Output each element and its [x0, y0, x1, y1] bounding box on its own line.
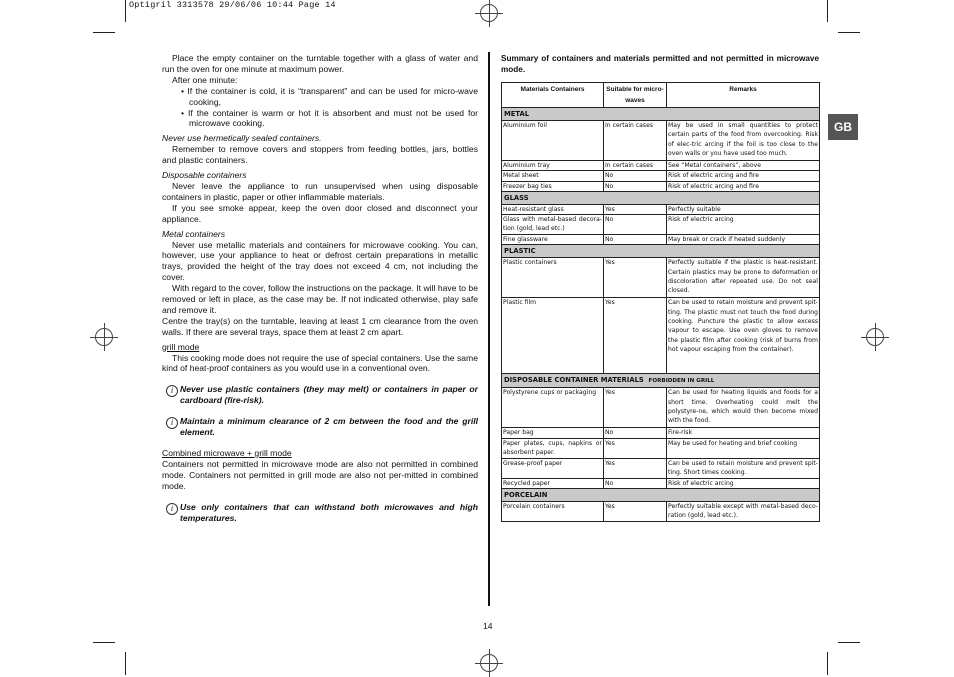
paragraph: This cooking mode does not require the use of special containers. Use the same kind of heat-proof containers as you would use in a conventional oven. — [162, 352, 478, 374]
language-tab: GB — [828, 114, 858, 140]
table-row: Freezer bag ties No Risk of electric arcing and fire — [502, 181, 820, 191]
section-heading: Metal containers — [162, 228, 226, 239]
table-row: Fine glassware No May break or crack if heated suddenly — [502, 235, 820, 245]
section-heading: Disposable containers — [162, 170, 247, 181]
bullet-item: • If the container is warm or hot it is absorbent and must not be used for microwave cooking. — [181, 107, 478, 129]
paragraph: Containers not permitted in microwave mode are also not permitted in combined mode. Containers not permitted in grill mode are also not per-mitted in combined mode. — [162, 458, 478, 491]
section-row: METAL — [502, 108, 820, 121]
table-row: Metal sheet No Risk of electric arcing and fire — [502, 171, 820, 181]
column-header: Materials Containers — [502, 83, 604, 108]
table-row: Heat-resistant glass Yes Perfectly suitable — [502, 204, 820, 214]
right-column — [501, 53, 819, 522]
paragraph: Place the empty container on the turntable together with a glass of water and run the oven for one minute at maximum power. — [162, 53, 478, 74]
crop-mark — [125, 0, 126, 22]
table-row: Aluminium foil In certain cases May be used in small quantities to protect certain parts of the food from overcooking. Risk of elec-tric arcing if the foil is too close to the oven walls or you have used too much. — [502, 121, 820, 161]
paragraph: If you see smoke appear, keep the oven door closed and disconnect your appliance. — [162, 202, 478, 224]
section-row: DISPOSABLE CONTAINER MATERIALS FORBIDDEN IN GRILL — [502, 374, 820, 388]
registration-mark-icon — [480, 4, 498, 22]
crop-mark — [827, 0, 828, 22]
column-header: Remarks — [667, 83, 820, 108]
registration-mark-icon — [866, 328, 884, 346]
crop-mark — [827, 652, 828, 675]
crop-mark — [838, 642, 860, 643]
paragraph: After one minute: — [172, 74, 238, 85]
info-icon: i — [166, 417, 178, 429]
section-heading: grill mode — [162, 341, 200, 352]
paragraph: Never leave the appliance to run unsupervised when using disposable containers in plastic, paper or other inflammable materials. — [162, 180, 478, 202]
left-column — [162, 53, 478, 523]
column-header: Suitable for micro-waves — [604, 83, 667, 108]
info-note — [162, 416, 478, 438]
containers-table — [501, 82, 820, 522]
page-number: 14 — [483, 621, 493, 631]
info-note — [162, 502, 478, 524]
table-row: Aluminium tray In certain cases See “Metal containers”, above — [502, 161, 820, 171]
registration-mark-icon — [95, 328, 113, 346]
info-note — [162, 384, 478, 406]
table-row: Grease-proof paper Yes Can be used to retain moisture and prevent spit-ting. Short times cooking. — [502, 458, 820, 478]
crop-mark — [93, 32, 115, 33]
table-row: Porcelain containers Yes Perfectly suitable except with metal-based deco-ration (gold, lead etc.). — [502, 502, 820, 522]
table-row: Recycled paper No Risk of electric arcing — [502, 478, 820, 488]
table-row: Paper bag No Fire-risk — [502, 428, 820, 438]
section-heading: Combined microwave + grill mode — [162, 448, 292, 458]
column-divider — [488, 52, 490, 606]
info-icon: i — [166, 503, 178, 515]
paragraph: Never use metallic materials and containers for microwave cooking. You can, however, use your appliance to heat or defrost certain preparations in metallic trays, provided the height of the tray does not exceed 4 cm, not including the cover. — [162, 239, 478, 283]
section-row: PORCELAIN — [502, 489, 820, 502]
paragraph: Remember to remove covers and stoppers from feeding bottles, jars, bottles and plastic containers. — [162, 144, 478, 166]
note-text: Maintain a minimum clearance of 2 cm between the food and the grill element. — [180, 416, 478, 438]
paragraph: Centre the tray(s) on the turntable, leaving at least 1 cm clearance from the oven walls. If there are several trays, space them at least 2 cm apart. — [162, 315, 478, 337]
section-row: PLASTIC — [502, 245, 820, 258]
table-header-row — [502, 83, 820, 108]
table-title: Summary of containers and materials permitted and not permitted in microwave mode. — [501, 54, 819, 74]
table-row: Polystyrene cups or packaging Yes Can be used for heating liquids and foods for a short time. Overheating could melt the polystyre-ne, which would then become mixed with the food. — [502, 388, 820, 428]
registration-mark-icon — [480, 654, 498, 672]
paragraph: With regard to the cover, follow the instructions on the package. It will have to be removed or left in place, as the case may be. If not indicated otherwise, play safe and remove it. — [162, 283, 478, 315]
table-row: Paper plates, cups, napkins or absorbent paper. Yes May be used for heating and brief cooking — [502, 438, 820, 458]
info-icon: i — [166, 385, 178, 397]
section-row: GLASS — [502, 191, 820, 204]
table-row: Plastic containers Yes Perfectly suitable if the plastic is heat-resistant. Certain plastics may be prone to deformation or discoloration after repeated use. Do not seal closed. — [502, 258, 820, 298]
note-text: Never use plastic containers (they may melt) or containers in paper or cardboard (fire-risk). — [180, 384, 478, 406]
note-text: Use only containers that can withstand both microwaves and high temperatures. — [180, 501, 478, 523]
crop-mark — [93, 642, 115, 643]
print-header: Optigril 3313578 29/06/06 10:44 Page 14 — [129, 0, 336, 10]
table-row: Glass with metal-based decora-tion (gold, lead etc.) No Risk of electric arcing — [502, 215, 820, 235]
section-heading: Never use hermetically sealed containers. — [162, 133, 322, 144]
crop-mark — [125, 652, 126, 675]
table-row: Plastic film Yes Can be used to retain moisture and prevent spit-ting. The plastic must not touch the food during cooking. Puncture the plastic to allow excess vapour to escape. Use oven gloves to remove the plastic film after cooking (risk of burns from hot vapour escaping from the container). — [502, 298, 820, 374]
bullet-item: • If the container is cold, it is “transparent” and can be used for micro-wave cooking, — [181, 85, 478, 107]
crop-mark — [838, 32, 860, 33]
